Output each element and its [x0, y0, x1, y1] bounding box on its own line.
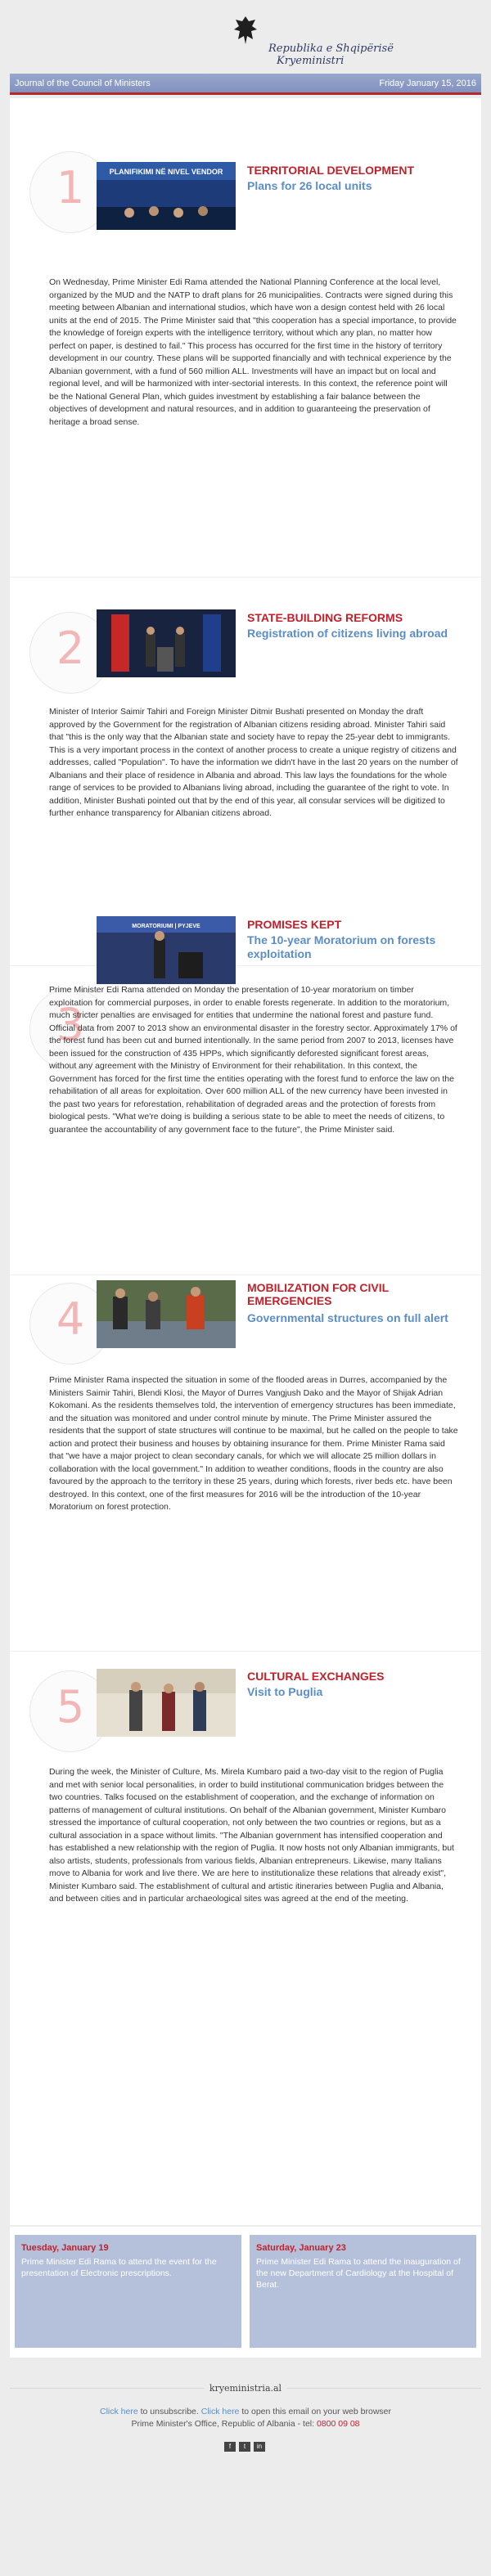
story-photo[interactable]	[97, 162, 236, 230]
twitter-icon[interactable]: t	[239, 2442, 250, 2452]
footer-brand[interactable]: kryeministria.al	[10, 2383, 481, 2394]
red-stripe	[10, 92, 481, 95]
web-version-link[interactable]: Click here	[200, 2407, 240, 2416]
linkedin-icon[interactable]: in	[254, 2442, 265, 2452]
story-photo[interactable]	[97, 916, 236, 984]
upcoming-events	[10, 2227, 481, 2358]
story-category: MOBILIZATION FOR CIVIL EMERGENCIES	[247, 1281, 389, 1307]
phone-number[interactable]: 0800 09 08	[316, 2419, 360, 2429]
svg-text:PLANIFIKIMI NË NIVEL VENDOR: PLANIFIKIMI NË NIVEL VENDOR	[109, 168, 223, 176]
title-bar	[10, 74, 481, 95]
address-text: Prime Minister's Office, Republic of Albania - tel:	[131, 2419, 317, 2429]
divider	[10, 965, 481, 966]
header	[0, 0, 491, 98]
unsubscribe-link[interactable]: Click here	[99, 2407, 138, 2416]
story-number-badge: 3	[29, 988, 111, 1070]
svg-text:MORATORIUMI | PYJEVE: MORATORIUMI | PYJEVE	[132, 924, 200, 929]
web-version-text: to open this email on your web browser	[239, 2407, 392, 2416]
divider	[10, 577, 481, 578]
unsubscribe-text: to unsubscribe.	[137, 2407, 201, 2416]
event-card[interactable]	[250, 2235, 476, 2348]
event-card[interactable]	[15, 2235, 241, 2348]
story-body: On Wednesday, Prime Minister Edi Rama attended the National Planning Conference at the local level, organized by the MUD and the NATP to draft plans for 26 municipalities. Contracts were signed during this meeting between Albanian and international studios, which have won a design contest held with 26 local units at the end of 2015. The Prime Minister said that "this cooperation has a special importance, to provide the knowledge of foreign experts with the intelligence territory, without which any plan, no matter how perfect on paper, is destined to fail." This process has occurred for the first time in the history of territory development in our country. These plans will be supported financially and with technical experience by the Albanian government, with a fund of 560 million ALL. Investments will have an impact but on local and regional level, and will be harmonized with inter-sectorial interests. In this context, the reference point will be the National General Plan, which guides investment by establishing a fair balance between the objectives of development and natural resources, and in addition to guaranteeing the preservation of heritage a broad sense.	[49, 277, 457, 427]
footer-address	[10, 2419, 481, 2429]
story-number-badge: 2	[29, 612, 111, 694]
story-title[interactable]: The 10-year Moratorium on forests exploitation	[247, 933, 436, 960]
story-number-badge: 1	[29, 151, 111, 233]
masthead-line1: Republika e Shqipërisë	[268, 43, 394, 55]
story-number-badge: 4	[29, 1283, 111, 1364]
story-number-badge: 5	[29, 1670, 111, 1752]
story-photo[interactable]	[97, 1280, 236, 1348]
facebook-icon[interactable]: f	[224, 2442, 236, 2452]
footer	[10, 2359, 481, 2576]
journal-title: Journal of the Council of Ministers	[15, 79, 151, 88]
albania-eagle-icon	[232, 15, 259, 46]
newsletter-content	[10, 98, 481, 2225]
story-category: CULTURAL EXCHANGES	[247, 1670, 385, 1683]
story-body: Prime Minister Rama inspected the situation in some of the flooded areas in Durres, accompanied by the Ministers Saimir Tahiri, Blendi Klosi, the Mayor of Durres Vangjush Dako and the Mayor of Shijak Adrian Kokomani. As the residents themselves told, the intervention of emergency structures has been immediate, and the situation was monitored and under control minute by minute. The Prime Minister assured the residents that the support of state structures will continue to be maximal, but he called on the people to take action and protect their business and houses by obtaining insurance for them. Prime Minister Rama said that "we have a major project to clean secondary canals, for which we will allocate 25 million dollars in collaboration with the local government." In addition to weather conditions, floods in the country are also favoured by the approach to the territory in these 25 years, during which forests, river beds etc. have been destroyed. In this context, one of the first measures for 2016 will be the introduction of the 10-year Moratorium on forest protection.	[49, 1375, 458, 1512]
story-title[interactable]: Registration of citizens living abroad	[247, 627, 448, 640]
story-title[interactable]: Governmental structures on full alert	[247, 1311, 448, 1324]
event-date: Saturday, January 23	[256, 2243, 346, 2253]
event-text: Prime Minister Edi Rama to attend the event for the presentation of Electronic prescriptions.	[21, 2257, 217, 2278]
divider	[10, 1651, 481, 1652]
story-body: Prime Minister Edi Rama attended on Monday the presentation of 10-year moratorium on timber exploitation for commercial purposes, in order to enable forests regenerate. In addition to the moratorium, much stricter penalties are envisaged for entities that undermine the national forest and pasture fund. Official data from 2007 to 2013 show an environmental disaster in the forestry sector. Approximately 17% of the forest fund has been cut and burned intentionally. In the same period from 2007 to 2013, licenses have been issued for the construction of 435 HPPs, which significantly deforested significant forest areas, without any agreement with the Ministry of Environment for their rehabilitation. In this context, the Government has forced for the first time the entities operating with the forest fund to enforce the law on the rehabilitation of all areas for exploitation. Over 600 million ALL of the new currency have been invested in the past two years for reforestation, rehabilitation of degraded areas and the protection of forests from biological pests. "What we're doing is building a serious state to be able to meet the needs of citizens, to guarantee the accountability of any government face to the future", the Prime Minister said.	[49, 985, 457, 1135]
story-category: TERRITORIAL DEVELOPMENT	[247, 164, 415, 177]
event-text: Prime Minister Edi Rama to attend the inauguration of the new Department of Cardiology at the Hospital of Berat.	[256, 2257, 461, 2290]
story-body: During the week, the Minister of Culture, Ms. Mirela Kumbaro paid a two-day visit to the region of Puglia and met with senior local personalities, in order to build institutional communication bridges between the two countries. Talks focused on the establishment of cooperation, and the exchange of information on patterns of management of cultural institutions. On behalf of the Albanian government, Minister Kumbaro stressed the importance of cultural cooperation, not only between the two countries or regions, but as a cultural association in a space without limits. "The Albanian government has intensified cooperation and has established a new relationship with the region of Puglia. It now hosts not only Albanian immigrants, but also artists, students, professionals from various fields, Albanian entrepreneurs. Likewise, many Italians move to Albania for work and live there. We are here to institutionalize these relations that already exist", Minister Kumbaro said. The establishment of cultural and artistic itineraries between Puglia and Albania, and between cities and in particular archaeological sites was agreed at the end of the meeting.	[49, 1767, 454, 1904]
story-title[interactable]: Plans for 26 local units	[247, 179, 372, 192]
masthead	[268, 43, 394, 67]
footer-links	[10, 2407, 481, 2416]
story-body: Minister of Interior Saimir Tahiri and Foreign Minister Ditmir Bushati presented on Monday the draft approved by the Government for the registration of Albanian citizens residing abroad. Minister Tahiri said that "this is the only way that the Albanian state and society have to repay the 25-year debt to immigrants. This is a very important process in the context of another process to create a unique registry of citizens and addresses, called "Population". To have the information we didn't have in the last 20 years on the number of Albanians and their place of residence in Albania and abroad. This law lays the foundations for the whole range of services to be provided to Albanians living abroad, including the guarantee of the right to vote. In addition, Minister Bushati pointed out that by the end of this year, all consular services will be digitized to further enhance transparency for Albanian citizens abroad.	[49, 707, 458, 818]
story-photo[interactable]	[97, 609, 236, 677]
story-title[interactable]: Visit to Puglia	[247, 1685, 323, 1698]
social-icons	[224, 2438, 273, 2449]
story-photo[interactable]	[97, 1669, 236, 1737]
masthead-line2: Kryeministri	[277, 55, 345, 67]
story-category: PROMISES KEPT	[247, 918, 342, 931]
event-date: Tuesday, January 19	[21, 2243, 109, 2253]
story-category: STATE-BUILDING REFORMS	[247, 611, 403, 624]
issue-date: Friday January 15, 2016	[379, 79, 476, 88]
